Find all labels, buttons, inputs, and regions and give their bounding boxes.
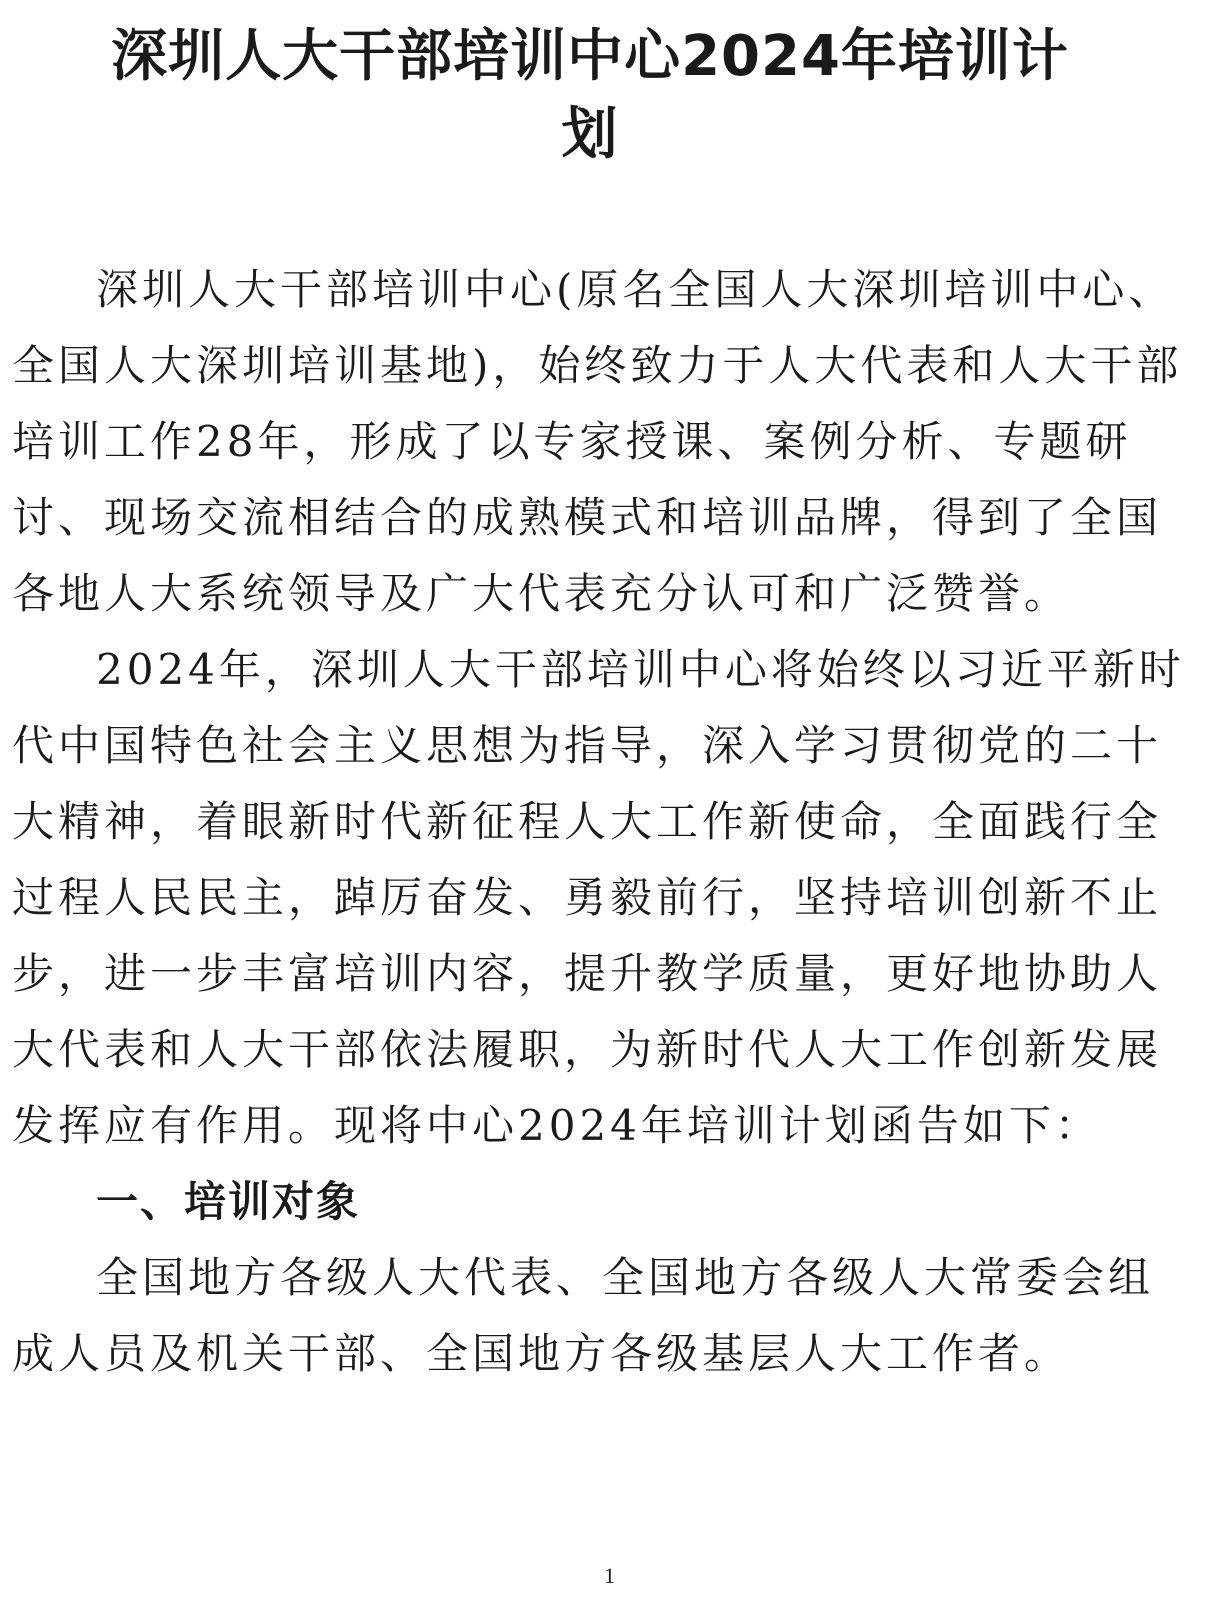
paragraph-introduction: 深圳人大干部培训中心(原名全国人大深圳培训中心、全国人大深圳培训基地)，始终致力于人大代表和人大干部培训工作28年，形成了以专家授课、案例分析、专题研讨、现场交流相结合的成熟模式和培训品牌，得到了全国各地人大系统领导及广大代表充分认可和广泛赞誉。 (12, 265, 1183, 618)
document-body (12, 252, 1192, 1392)
section-heading-training-targets: 一、培训对象 (96, 1177, 361, 1226)
title-line-2: 划 (561, 102, 619, 167)
document-title (60, 18, 1120, 174)
paragraph-2024-plan: 2024年，深圳人大干部培训中心将始终以习近平新时代中国特色社会主义思想为指导，深入学习贯彻党的二十大精神，着眼新时代新征程人大工作新使命，全面践行全过程人民民主，踔厉奋发、勇毅前行，坚持培训创新不止步，进一步丰富培训内容，提升教学质量，更好地协助人大代表和人大干部依法履职，为新时代人大工作创新发展发挥应有作用。现将中心2024年培训计划函告如下： (12, 645, 1185, 1150)
page-number: 1 (604, 1563, 615, 1588)
paragraph-training-targets: 全国地方各级人大代表、全国地方各级人大常委会组成人员及机关干部、全国地方各级基层人大工作者。 (12, 1253, 1155, 1378)
title-line-1: 深圳人大干部培训中心2024年培训计 (111, 24, 1069, 89)
